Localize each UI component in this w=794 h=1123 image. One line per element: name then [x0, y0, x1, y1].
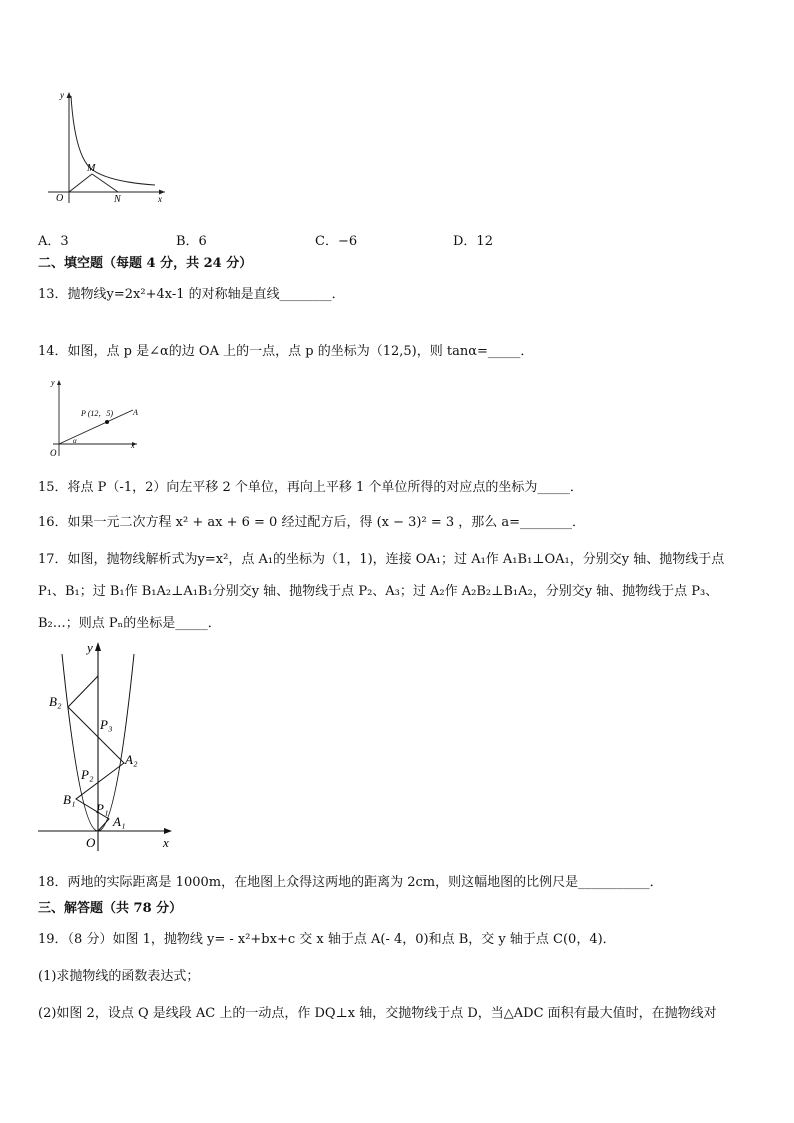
fig12-y-label: y [60, 90, 64, 100]
fig12-x-label: x [158, 194, 162, 204]
fig14-p-label: P (12，5) [81, 409, 114, 418]
figure-q17-parabola [36, 636, 181, 858]
fig14-x-label: x [131, 441, 135, 450]
fig17-y-label: y [87, 640, 93, 655]
fig17-x-label: x [163, 835, 169, 850]
question-16: 16．如果一元二次方程 x² + ax + 6 = 0 经过配方后，得 (x − 3)² = 3 ，那么 a=________． [38, 515, 586, 530]
fig17-b2-label: B₂ [49, 694, 62, 709]
question-14: 14．如图，点 p 是∠α的边 OA 上的一点，点 p 的坐标为（12,5)，则 tanα=_____． [38, 344, 534, 359]
choice-a: A．3 [38, 234, 69, 249]
figure-q14-angle [45, 376, 145, 461]
fig12-origin-label: O [56, 193, 64, 204]
fig12-n-label: N [114, 194, 121, 205]
figure-q12-hyperbola [40, 88, 175, 208]
question-19: 19．（8 分）如图 1，抛物线 y= - x²+bx+c 交 x 轴于点 A(- 4，0)和点 B，交 y 轴于点 C(0，4)． [38, 932, 616, 947]
fig17-a1-label: A₁ [113, 814, 126, 829]
fig14-y-label: y [51, 378, 55, 387]
question-19-part-2: (2)如图 2，设点 Q 是线段 AC 上的一动点，作 DQ⊥x 轴，交抛物线于点 D，当△ADC 面积有最大值时，在抛物线对 [38, 1006, 717, 1021]
question-19-part-1: (1)求抛物线的函数表达式； [38, 969, 200, 984]
choice-c: C．−6 [315, 234, 358, 249]
question-18: 18．两地的实际距离是 1000m，在地图上众得这两地的距离为 2cm，则这幅地图的比例尺是___________． [38, 875, 663, 890]
section-3-title: 三、解答题（共 78 分） [38, 901, 183, 916]
question-17-line-2: P₁、B₁；过 B₁作 B₁A₂⊥A₁B₁分别交y 轴、抛物线于点 P₂、A₃；过 A₂作 A₂B₂⊥B₁A₂，分别交y 轴、抛物线于点 P₃、 [38, 584, 719, 599]
fig12-m-label: M [87, 163, 96, 174]
fig17-p3-label: P₃ [100, 717, 113, 732]
fig17-p1-label: P₁ [96, 801, 109, 816]
choice-d: D．12 [453, 234, 493, 249]
question-15: 15．将点 P（-1，2）向左平移 2 个单位，再向上平移 1 个单位所得的对应点的坐标为_____． [38, 480, 583, 495]
question-17-line-1: 17．如图，抛物线解析式为y=x²，点 A₁的坐标为（1，1)，连接 OA₁；过 A₁作 A₁B₁⊥OA₁，分别交y 轴、抛物线于点 [38, 552, 725, 567]
fig17-p2-label: P₂ [81, 767, 94, 782]
fig14-origin-label: O [50, 448, 57, 458]
question-17-line-3: B₂…；则点 Pₙ的坐标是_____． [38, 616, 221, 631]
fig17-origin-label: O [86, 835, 96, 850]
fig17-a2-label: A₂ [125, 752, 138, 767]
fig14-a-label: A [133, 408, 138, 417]
choice-b: B．6 [176, 234, 207, 249]
fig14-alpha-label: α [73, 437, 77, 445]
section-2-title: 二、填空题（每题 4 分，共 24 分） [38, 256, 253, 271]
question-13: 13．抛物线y=2x²+4x-1 的对称轴是直线________． [38, 287, 345, 302]
fig17-b1-label: B₁ [63, 792, 76, 807]
